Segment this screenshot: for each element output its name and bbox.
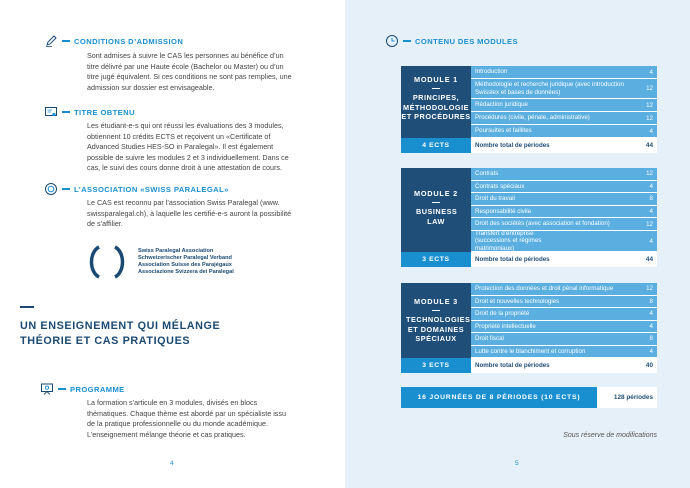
section-text-admission: Sont admises à suivre le CAS les personnes au bénéfice d’un titre délivré par une Haute école (Bachelor ou Master) ou d’un titre jugé équivalent. Si ces conditions ne sont pas remplies, une admission sur dossier est envisageable. bbox=[87, 51, 292, 92]
headline: UN ENSEIGNEMENT QUI MÉLANGE THÉORIE ET CAS PRATIQUES bbox=[20, 320, 221, 347]
row-label: Procédures (civile, pénale, administrative) bbox=[475, 114, 590, 122]
table-row bbox=[471, 308, 657, 321]
row-periods: 4 bbox=[649, 182, 653, 190]
row-label: Droit et nouvelles technologies bbox=[475, 297, 560, 305]
section-dash bbox=[62, 40, 70, 42]
module-name: PRINCIPES, MÉTHODOLOGIE ET PROCÉDURES bbox=[401, 93, 471, 121]
presentation-icon bbox=[40, 382, 54, 396]
row-periods: 12 bbox=[646, 101, 653, 109]
section-header-programme bbox=[40, 382, 125, 396]
module-2-table bbox=[401, 168, 657, 267]
row-periods: 8 bbox=[649, 297, 653, 305]
table-row bbox=[471, 321, 657, 334]
module-number: MODULE 2 bbox=[413, 189, 459, 198]
table-row bbox=[471, 346, 657, 359]
module-ects: 4 ECTS bbox=[401, 138, 471, 153]
table-row bbox=[471, 283, 657, 296]
module-3-table bbox=[401, 283, 657, 373]
row-spacer bbox=[571, 231, 639, 251]
row-label: Protection des données et droit pénal informatique bbox=[475, 285, 614, 293]
table-row bbox=[471, 333, 657, 346]
module-rule bbox=[432, 88, 440, 89]
table-row bbox=[471, 99, 657, 112]
table-row bbox=[471, 296, 657, 309]
pen-icon bbox=[44, 34, 58, 48]
section-dash bbox=[58, 388, 66, 390]
module-name: BUSINESS LAW bbox=[416, 207, 458, 226]
section-title: TITRE OBTENU bbox=[74, 107, 135, 117]
module-2-label bbox=[401, 168, 471, 252]
section-dash bbox=[62, 111, 70, 113]
module-number: MODULE 1 bbox=[413, 75, 459, 84]
logo-line: Schweizerischer Paralegal Verband bbox=[138, 254, 232, 261]
module-total: 40 bbox=[639, 358, 657, 373]
row-label: Rédaction juridique bbox=[475, 101, 528, 109]
row-periods: 12 bbox=[646, 85, 653, 92]
table-row bbox=[471, 193, 657, 206]
table-row bbox=[471, 218, 657, 231]
section-header-association bbox=[44, 182, 229, 196]
row-label: Lutte contre le blanchiment et corruption bbox=[475, 347, 586, 355]
module-number: MODULE 3 bbox=[413, 297, 459, 306]
module-rule bbox=[432, 310, 440, 311]
section-title: L’ASSOCIATION «SWISS PARALEGAL» bbox=[74, 184, 229, 194]
disclaimer-note: Sous réserve de modifications bbox=[563, 432, 657, 439]
module-ects: 3 ECTS bbox=[401, 252, 471, 267]
section-text-association: Le CAS est reconnu par l’association Swiss Paralegal (www. swissparalegal.ch), à laquelle les certifié-e-s auront la possibilité de s’affilier. bbox=[87, 198, 292, 229]
seal-icon bbox=[44, 182, 58, 196]
section-dash bbox=[403, 40, 411, 42]
row-label: Responsabilité civile bbox=[475, 207, 532, 215]
module-1-label bbox=[401, 66, 471, 138]
section-title: CONDITIONS D’ADMISSION bbox=[74, 36, 184, 46]
clock-pen-icon bbox=[385, 34, 399, 48]
row-label: Transfert d’entreprise (successions et régimes matrimoniaux) bbox=[475, 230, 542, 252]
row-periods: 8 bbox=[649, 335, 653, 343]
table-row bbox=[471, 125, 657, 138]
row-periods: 4 bbox=[649, 322, 653, 330]
row-periods: 12 bbox=[646, 285, 653, 293]
row-label: Méthodologie et recherche juridique (avec introduction Swisslex et bases de données) bbox=[475, 81, 624, 96]
section-title: PROGRAMME bbox=[70, 384, 125, 394]
swiss-paralegal-logo bbox=[85, 244, 305, 280]
table-row bbox=[471, 79, 657, 99]
module-2-footer bbox=[401, 252, 657, 267]
table-row bbox=[471, 181, 657, 194]
programme-text: La formation s’articule en 3 modules, divisés en blocs thématiques. Chaque thème est abordé par un spécialiste issu de la pratique professionnelle ou du monde académique. L’enseignement mélange théorie et cas pratiques. bbox=[87, 398, 286, 439]
row-periods: 4 bbox=[649, 68, 653, 76]
page-number: 5 bbox=[515, 460, 519, 467]
table-row bbox=[471, 66, 657, 79]
table-row bbox=[471, 112, 657, 125]
row-periods: 12 bbox=[646, 220, 653, 228]
row-label: Poursuites et faillites bbox=[475, 127, 532, 135]
row-periods: 12 bbox=[646, 114, 653, 122]
section-text-title: Les étudiant-e-s qui ont réussi les évaluations des 3 modules, obtiennent 10 crédits ECTS et reçoivent un «Certificate of Advanced Studies HES-SO in Paralegal». Il est également possible de suivre les modules 2 et 3 individuellement. Dans ce cas, le suivi des cours donne droit à une attestation de cours. bbox=[87, 121, 289, 173]
module-total: 44 bbox=[639, 252, 657, 267]
row-periods: 4 bbox=[649, 127, 653, 135]
row-periods: 8 bbox=[649, 195, 653, 203]
logo-line: Associazione Svizzera dei Paralegal bbox=[138, 269, 234, 276]
headline-dash bbox=[20, 306, 34, 308]
row-periods: 4 bbox=[649, 310, 653, 318]
footer-label: Nombre total de périodes bbox=[471, 358, 639, 373]
row-periods: 4 bbox=[649, 207, 653, 215]
logo-text bbox=[138, 248, 234, 277]
section-header-title bbox=[44, 105, 135, 119]
row-periods: 4 bbox=[649, 347, 653, 355]
row-label: Droit des sociétés (avec association et fondation) bbox=[475, 220, 610, 228]
row-label: Propriété intellectuelle bbox=[475, 322, 536, 330]
module-3-footer bbox=[401, 358, 657, 373]
module-total: 44 bbox=[639, 138, 657, 153]
page-number: 4 bbox=[170, 460, 174, 467]
module-1-table bbox=[401, 66, 657, 153]
section-dash bbox=[62, 188, 70, 190]
module-rule bbox=[432, 202, 440, 203]
certificate-icon bbox=[44, 105, 58, 119]
logo-line: Swiss Paralegal Association bbox=[138, 247, 214, 254]
table-row bbox=[471, 206, 657, 219]
row-periods: 4 bbox=[649, 237, 653, 245]
table-row bbox=[471, 168, 657, 181]
logo-mark-icon bbox=[85, 244, 129, 280]
grand-total-value: 128 périodes bbox=[597, 387, 657, 408]
module-1-footer bbox=[401, 138, 657, 153]
logo-line: Association Suisse des Parajégaux bbox=[138, 262, 232, 268]
module-ects: 3 ECTS bbox=[401, 358, 471, 373]
section-header-admission bbox=[44, 34, 183, 48]
section-header-modules bbox=[385, 34, 518, 48]
row-label: Introduction bbox=[475, 68, 508, 76]
row-label: Droit fiscal bbox=[475, 335, 504, 343]
module-3-label bbox=[401, 283, 471, 358]
row-label: Contrats spéciaux bbox=[475, 182, 525, 190]
module-name: TECHNOLOGIES ET DOMAINES SPÉCIAUX bbox=[406, 315, 471, 343]
row-label: Contrats bbox=[475, 170, 499, 178]
section-title: CONTENU DES MODULES bbox=[415, 36, 518, 46]
table-row bbox=[471, 231, 657, 252]
footer-label: Nombre total de périodes bbox=[471, 138, 639, 153]
row-periods: 12 bbox=[646, 170, 653, 178]
grand-total-bar bbox=[401, 387, 657, 408]
footer-label: Nombre total de périodes bbox=[471, 252, 639, 267]
grand-total-label: 16 JOURNÉES DE 8 PÉRIODES (10 ECTS) bbox=[401, 387, 597, 408]
row-label: Droit de la propriété bbox=[475, 310, 530, 318]
row-label: Droit du travail bbox=[475, 195, 515, 203]
